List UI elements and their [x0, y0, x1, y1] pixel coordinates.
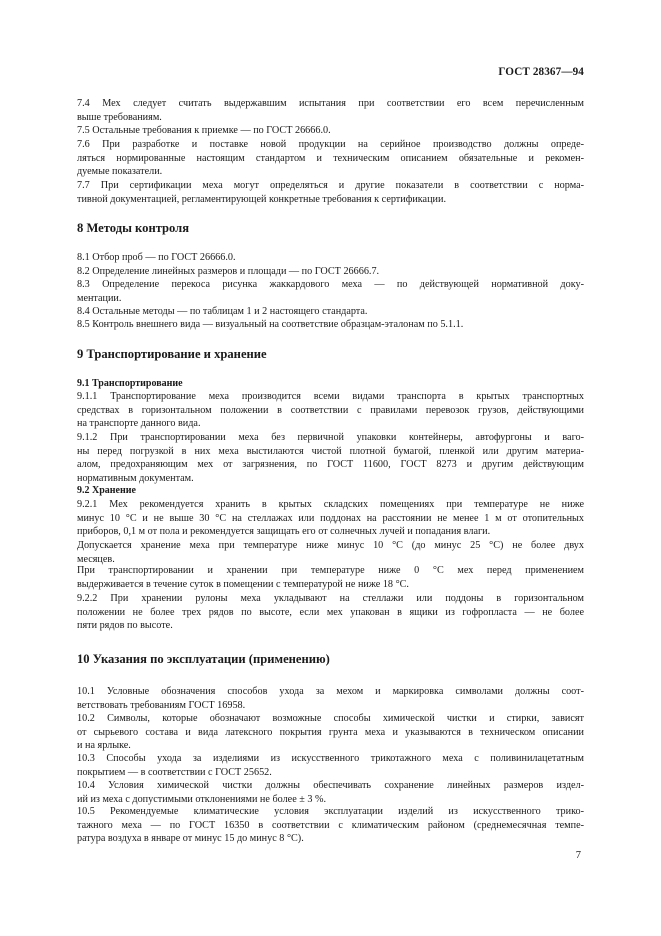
text-line: ветствовать требованиям ГОСТ 16958. [77, 699, 246, 711]
paragraph-8-5 [77, 318, 584, 332]
paragraph-8-2 [77, 265, 584, 279]
text-line: положении не более трех рядов по высоте, если мех упакован в ящики из гофропласта — не более [77, 606, 584, 618]
text-line: ратура воздуха в январе от минус 15 до минус 8 °С). [77, 833, 304, 845]
paragraph-9-2-1 [77, 498, 584, 539]
text-line: пяти рядов по высоте. [77, 620, 173, 632]
text-line: ны перед погрузкой в них меха выстилаются чистой плотной бумагой, пленкой или другим материа- [77, 445, 584, 457]
text-line: 10.3 Способы ухода за изделиями из искусственного трикотажного меха с поливинилацетатным [77, 753, 584, 764]
text-line: выше требованиям. [77, 111, 162, 123]
text-line: приборов, 0,1 м от пола и рекомендуется защищать его от солнечных лучей и попадания влаги. [77, 526, 491, 538]
text-line: 10.4 Условия химической чистки должны обеспечивать сохранение линейных размеров издел- [77, 780, 584, 791]
text-line: 8.2 Определение линейных размеров и площади — по ГОСТ 26666.7. [77, 266, 380, 277]
paragraph-7-5 [77, 124, 584, 138]
paragraph-8-1 [77, 251, 584, 265]
text-line: на транспорте данного вида. [77, 418, 201, 430]
text-line: тивной документацией, регламентирующей конкретные требования к сертификации. [77, 193, 446, 205]
text-line: месяцев. [77, 553, 115, 565]
paragraph-7-6 [77, 138, 584, 179]
text-line: 9.1.1 Транспортирование меха производится всеми видами транспорта в крытых транспортных [77, 391, 584, 402]
paragraph-8-4 [77, 305, 584, 319]
paragraph-10-1 [77, 685, 584, 712]
text-line: 9.2.1 Мех рекомендуется хранить в крытых складских помещениях при температуре не ниже [77, 499, 584, 510]
subsection-9-2-title: 9.2 Хранение [77, 485, 136, 496]
text-line: выдерживается в течение суток в помещении с температурой не ниже 18 °С. [77, 578, 409, 590]
text-line: 10.1 Условные обозначения способов ухода за мехом и маркировка символами должны соот- [77, 686, 584, 697]
text-line: минус 10 °С и не выше 30 °С на стеллажах или поддонах на расстоянии не менее 1 м от отопительных [77, 512, 584, 524]
text-line: покрытием — в соответствии с ГОСТ 25652. [77, 766, 272, 778]
subsection-9-1-title: 9.1 Транспортирование [77, 378, 183, 389]
text-line: 7.6 При разработке и поставке новой продукции на серийное производство должны опреде- [77, 139, 584, 150]
text-line: 8.4 Остальные методы — по таблицам 1 и 2 настоящего стандарта. [77, 306, 368, 317]
paragraph-10-3 [77, 752, 584, 779]
document-code-header: ГОСТ 28367—94 [498, 66, 584, 78]
text-line: тажного меха — по ГОСТ 16350 в соответствии с климатическим районом (среднемесячная темпе- [77, 819, 584, 831]
text-line: ляться нормированные настоящим стандартом и техническим описанием обязательные и рекомен- [77, 152, 584, 164]
paragraph-9-1-2 [77, 431, 584, 485]
text-line: ий из меха с допустимыми отклонениями не более ± 3 %. [77, 793, 327, 805]
text-line: 7.5 Остальные требования к приемке — по ГОСТ 26666.0. [77, 125, 331, 136]
text-line: 8.1 Отбор проб — по ГОСТ 26666.0. [77, 252, 236, 263]
text-line: от сырьевого состава и вида латексного покрытия грунта меха и указываются в техническом описании [77, 726, 584, 738]
page-number: 7 [575, 850, 581, 861]
text-line: 7.4 Мех следует считать выдержавшим испытания при соответствии его всем перечисленным [77, 98, 584, 109]
text-line: дуемые показатели. [77, 166, 163, 178]
section-9-title: 9 Транспортирование и хранение [77, 347, 267, 361]
paragraph-10-4 [77, 779, 584, 806]
paragraph-9-2-1-transport-note [77, 564, 584, 591]
section-10-title: 10 Указания по эксплуатации (применению) [77, 652, 330, 666]
text-line: 8.3 Определение перекоса рисунка жаккардового меха — по действующей нормативной доку- [77, 279, 584, 290]
text-line: ментации. [77, 292, 122, 304]
text-line: 7.7 При сертификации меха могут определяться и другие показатели в соответствии с норма- [77, 180, 584, 191]
paragraph-9-2-1-storage-note [77, 539, 584, 566]
paragraph-9-2-2 [77, 592, 584, 633]
paragraph-7-4 [77, 97, 584, 124]
paragraph-7-7 [77, 179, 584, 206]
text-line: средствах в горизонтальном положении в соответствии с правилами перевозок грузов, действующими [77, 404, 584, 416]
paragraph-10-5 [77, 805, 584, 846]
text-line: Допускается хранение меха при температуре ниже минус 10 °С (до минус 25 °С) не более двух [77, 540, 584, 551]
text-line: 8.5 Контроль внешнего вида — визуальный на соответствие образцам-эталонам по 5.1.1. [77, 319, 464, 330]
text-line: 10.5 Рекомендуемые климатические условия эксплуатации изделий из искусственного трико- [77, 806, 584, 817]
text-line: нормативным документам. [77, 472, 194, 484]
paragraph-9-1-1 [77, 390, 584, 431]
section-8-title: 8 Методы контроля [77, 221, 190, 235]
text-line: 10.2 Символы, которые обозначают возможные способы химической чистки и стирки, зависят [77, 713, 584, 724]
text-line: 9.1.2 При транспортировании меха без первичной упаковки контейнеры, автофургоны и ваго- [77, 432, 584, 443]
text-line: 9.2.2 При хранении рулоны меха укладывают на стеллажи или поддоны в горизонтальном [77, 593, 584, 604]
paragraph-8-3 [77, 278, 584, 305]
text-line: алом, предохраняющим мех от загрязнения, по ГОСТ 11600, ГОСТ 8273 и другим действующим [77, 459, 584, 471]
text-line: При транспортировании и хранении при температуре ниже 0 °С мех перед применением [77, 565, 584, 576]
text-line: и на ярлыке. [77, 740, 131, 752]
paragraph-10-2 [77, 712, 584, 753]
